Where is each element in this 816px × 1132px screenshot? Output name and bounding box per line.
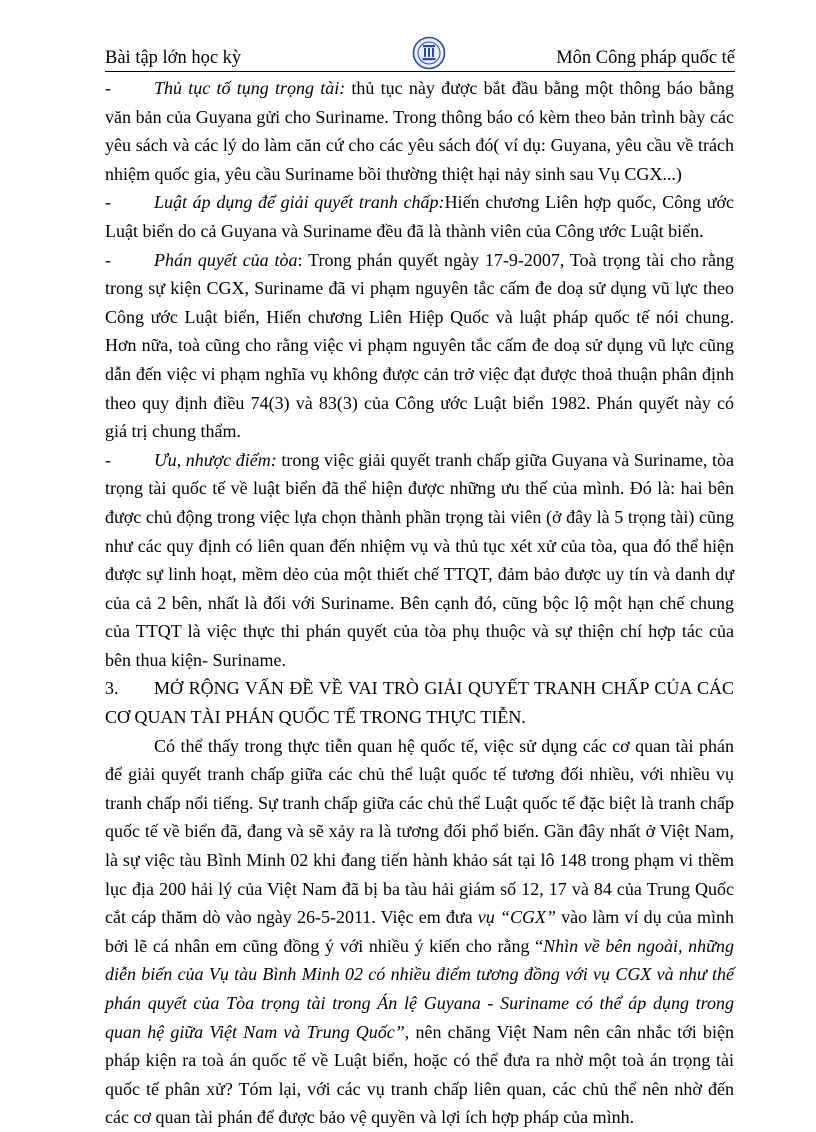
law-text: Hiến chương Liên hợp quốc, Công ước Luật biển do cả Guyana và Suriname đều đã là thành viên của Công ước Luật biển. — [105, 192, 735, 241]
closing-text-1: Có thể thấy trong thực tiễn quan hệ quốc tế, việc sử dụng các cơ quan tài phán để giải quyết tranh chấp giữa các chủ thể luật quốc tế tương đối nhiều, với nhiều vụ tranh chấp nổi tiếng. Sự tranh chấp giữa các chủ thể Luật quốc tế đặc biệt là tranh chấp quốc tế về biển đã, đang và sẽ xảy ra là tương đối phổ biến. Gần đây nhất ở Việt Nam, là sự việc tàu Bình Minh 02 khi đang tiến hành khảo sát tại lô 148 trong phạm vi thềm lục địa 200 hải lý của Việt Nam đã bị ba tàu hải giám số 12, 17 và 84 của Trung Quốc cắt cáp thăm dò vào ngày 26-5-2011. Việc em đưa — [105, 735, 734, 928]
header-course-label: Bài tập lớn học kỳ — [105, 48, 242, 68]
university-seal-icon — [412, 36, 446, 70]
header-divider — [105, 71, 735, 72]
pros-cons-label: Ưu, nhược điểm: — [154, 449, 277, 470]
closing-paragraph — [105, 732, 734, 1132]
bullet-dash: - — [105, 192, 111, 213]
bullet-dash: - — [105, 78, 111, 98]
document-body — [105, 74, 734, 1132]
law-label: Luật áp dụng để giải quyết tranh chấp: — [154, 192, 445, 213]
ruling-label: Phán quyết của tòa — [154, 249, 298, 270]
page-header — [105, 44, 735, 72]
bullet-dash: - — [105, 249, 111, 270]
procedure-paragraph — [105, 74, 734, 188]
procedure-label: Thủ tục tố tụng trọng tài: — [154, 78, 346, 98]
header-subject-label: Môn Công pháp quốc tế — [556, 48, 735, 68]
closing-text-3: , nên chăng Việt Nam nên cân nhắc tới biện pháp kiện ra toà án quốc tế về Luật biển, hoặc có thể đưa ra nhờ một toà án trọng tài quốc tế phân xử? Tóm lại, với các vụ tranh chấp liên quan, các chủ thể nên nhờ đến các cơ quan tài phán để được bảo vệ quyền và lợi ích hợp pháp của mình. — [105, 1021, 734, 1128]
procedure-text: thủ tục này được bắt đầu bằng một thông báo bằng văn bản của Guyana gửi cho Suriname. Trong thông báo có kèm theo bản trình bày các yêu sách và các lý do làm căn cứ cho các yêu sách đó( ví dụ: Guyana, yêu cầu về trách nhiệm quốc gia, yêu cầu Suriname bồi thường thiệt hại nảy sinh sau Vụ CGX...) — [105, 78, 734, 184]
closing-italic-case: vụ “CGX” — [477, 907, 556, 928]
bullet-dash: - — [105, 449, 111, 470]
closing-text-2: vào làm ví dụ của mình bởi lẽ cá nhân em cũng đồng ý với nhiều ý kiến cho rằng “ — [105, 907, 734, 956]
section-number: 3. — [105, 678, 119, 699]
pros-cons-text: trong việc giải quyết tranh chấp giữa Guyana và Suriname, tòa trọng tài quốc tế về luật biển đã thể hiện được những ưu thế của mình. Đó là: hai bên được chủ động trong việc lựa chọn thành phần trọng tài viên (ở đây là 5 trọng tài) cũng như các quy định có liên quan đến nhiệm vụ và thủ tục xét xử của tòa, qua đó thể hiện được sự linh hoạt, mềm dẻo của một thiết chế TTQT, đảm bảo được uy tín và danh dự của cả 2 bên, nhất là đối với Suriname. Bên cạnh đó, cũng bộc lộ một hạn chế chung của TTQT là việc thực thi phán quyết của tòa phụ thuộc và sự thiện chí hợp tác của bên thua kiện- Suriname. — [105, 449, 734, 670]
pros-cons-paragraph — [105, 446, 734, 675]
law-paragraph — [105, 188, 734, 245]
section-title: MỞ RỘNG VẤN ĐỀ VỀ VAI TRÒ GIẢI QUYẾT TRANH CHẤP CỦA CÁC CƠ QUAN TÀI PHÁN QUỐC TẾ TRONG THỰC TIỄN. — [105, 678, 734, 728]
ruling-text: : Trong phán quyết ngày 17-9-2007, Toà trọng tài cho rằng trong sự kiện CGX, Suriname đã vi phạm nguyên tắc cấm đe doạ sử dụng vũ lực theo Công ước Luật biển, Hiến chương Liên Hiệp Quốc và luật pháp quốc tế nói chung. Hơn nữa, toà cũng cho rằng việc vi phạm nguyên tắc cấm đe doạ sử dụng vũ lực cũng dẫn đến việc vi phạm nghĩa vụ không được cản trở việc đạt được thoả thuận phân định theo quy định điều 74(3) và 83(3) của Công ước Luật biển 1982. Phán quyết này có giá trị chung thẩm. — [105, 249, 734, 442]
closing-italic-quote: Nhìn về bên ngoài, những diễn biến của Vụ tàu Bình Minh 02 có nhiều điểm tương đồng với vụ CGX và như thế phán quyết của Tòa trọng tài trong Án lệ Guyana - Suriname có thể áp dụng trong quan hệ giữa Việt Nam và Trung Quốc” — [105, 935, 735, 1042]
section-heading — [105, 674, 734, 731]
ruling-paragraph — [105, 246, 734, 446]
